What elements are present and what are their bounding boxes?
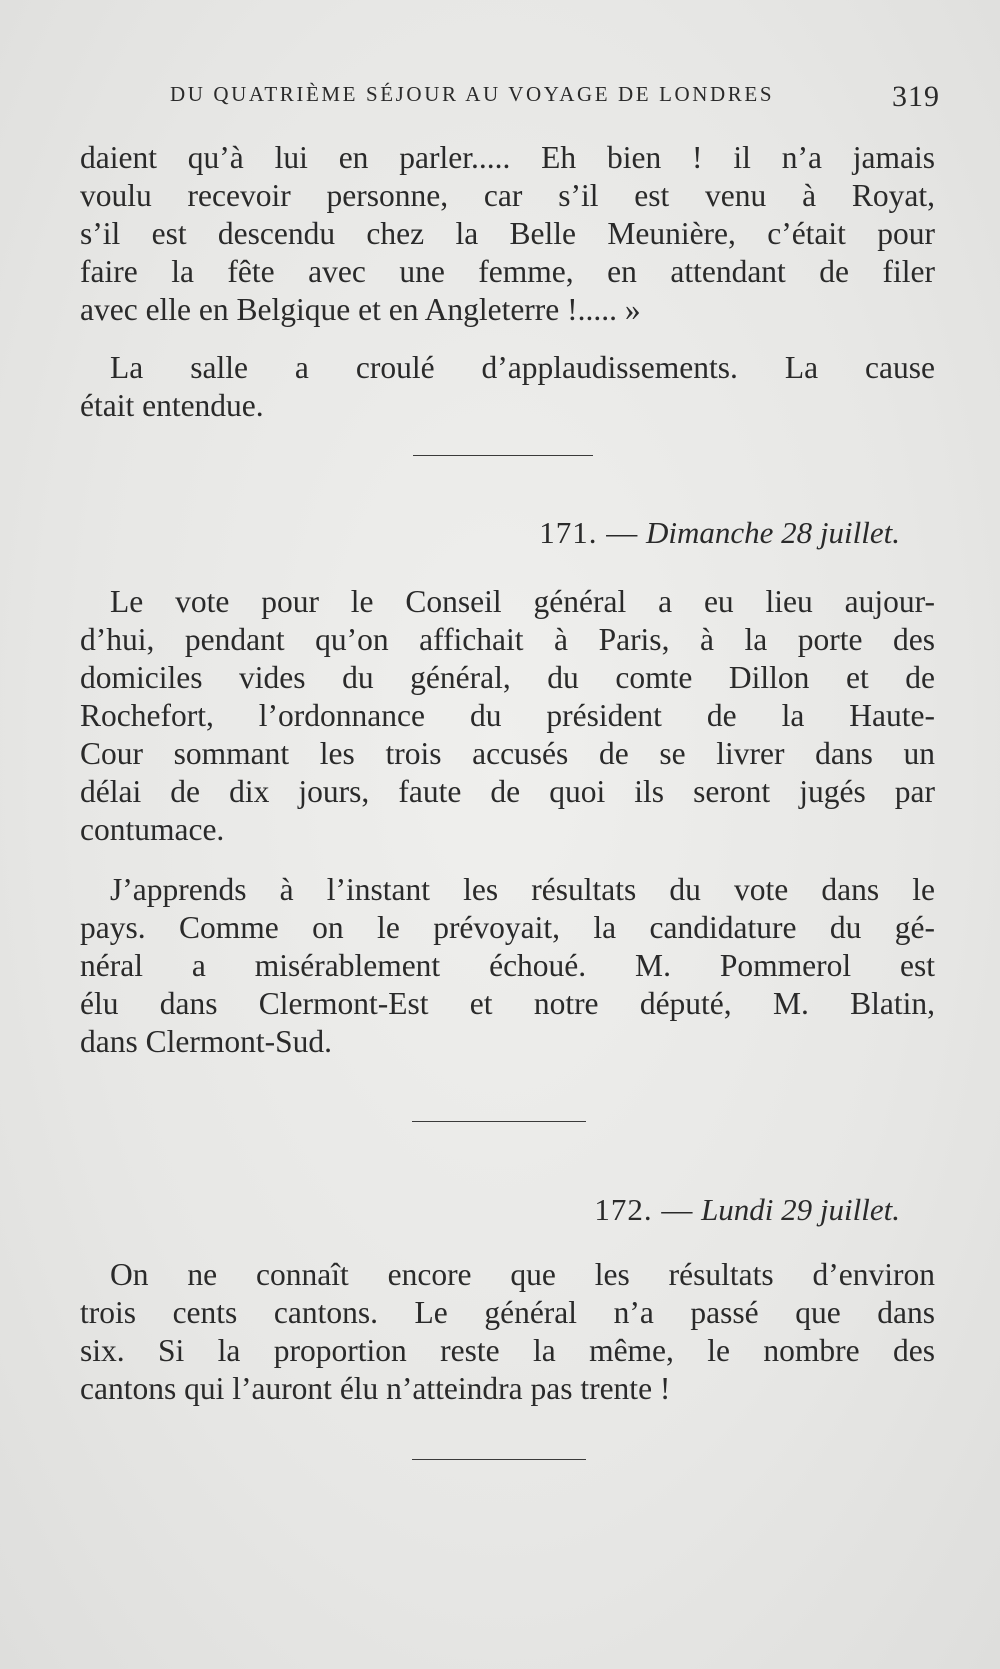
text-line: cantons qui l’auront élu n’atteindra pas trente !: [80, 1371, 671, 1406]
text-line: J’apprends à l’instant les résultats du vote dans le: [110, 872, 935, 907]
text-line: Rochefort, l’ordonnance du président de la Haute-: [80, 698, 935, 733]
entry-171-paragraph-2: [80, 871, 935, 1061]
text-line: avec elle en Belgique et en Angleterre !..... »: [80, 292, 641, 327]
text-line: La salle a croulé d’applaudissements. La cause: [110, 350, 935, 385]
running-head: [170, 82, 940, 112]
text-line: trois cents cantons. Le général n’a passé que dans: [80, 1295, 935, 1330]
closing-paragraph: [80, 349, 935, 425]
text-line: domiciles vides du général, du comte Dillon et de: [80, 660, 935, 695]
entry-heading-171: [539, 515, 900, 551]
text-line: d’hui, pendant qu’on affichait à Paris, à la porte des: [80, 622, 935, 657]
entry-heading-172: [594, 1192, 900, 1228]
entry-number: 171. —: [539, 515, 639, 550]
text-line: contumace.: [80, 812, 225, 847]
text-line: faire la fête avec une femme, en attendant de filer: [80, 254, 935, 289]
entry-172-paragraph-1: [80, 1256, 935, 1408]
text-line: six. Si la proportion reste la même, le nombre des: [80, 1333, 935, 1368]
text-line: daient qu’à lui en parler..... Eh bien ! il n’a jamais: [80, 140, 935, 175]
text-line: s’il est descendu chez la Belle Meunière, c’était pour: [80, 216, 935, 251]
text-line: délai de dix jours, faute de quoi ils seront jugés par: [80, 774, 935, 809]
section-divider: [412, 1121, 586, 1122]
entry-date: Lundi 29 juillet.: [701, 1192, 900, 1227]
text-line: élu dans Clermont-Est et notre député, M. Blatin,: [80, 986, 935, 1021]
section-divider: [413, 455, 593, 456]
entry-number: 172. —: [594, 1192, 694, 1227]
page-number: 319: [892, 80, 940, 113]
text-line: néral a misérablement échoué. M. Pommerol est: [80, 948, 935, 983]
continuation-paragraph: [80, 139, 935, 329]
entry-171-paragraph-1: [80, 583, 935, 849]
entry-date: Dimanche 28 juillet.: [646, 515, 900, 550]
text-line: était entendue.: [80, 388, 264, 423]
text-line: On ne connaît encore que les résultats d’environ: [110, 1257, 935, 1292]
text-line: Cour sommant les trois accusés de se livrer dans un: [80, 736, 935, 771]
text-line: Le vote pour le Conseil général a eu lieu aujour-: [110, 584, 935, 619]
section-divider: [412, 1459, 586, 1460]
running-title: DU QUATRIÈME SÉJOUR AU VOYAGE DE LONDRES: [170, 82, 775, 106]
text-line: dans Clermont-Sud.: [80, 1024, 332, 1059]
text-line: pays. Comme on le prévoyait, la candidature du gé-: [80, 910, 935, 945]
text-line: voulu recevoir personne, car s’il est venu à Royat,: [80, 178, 935, 213]
